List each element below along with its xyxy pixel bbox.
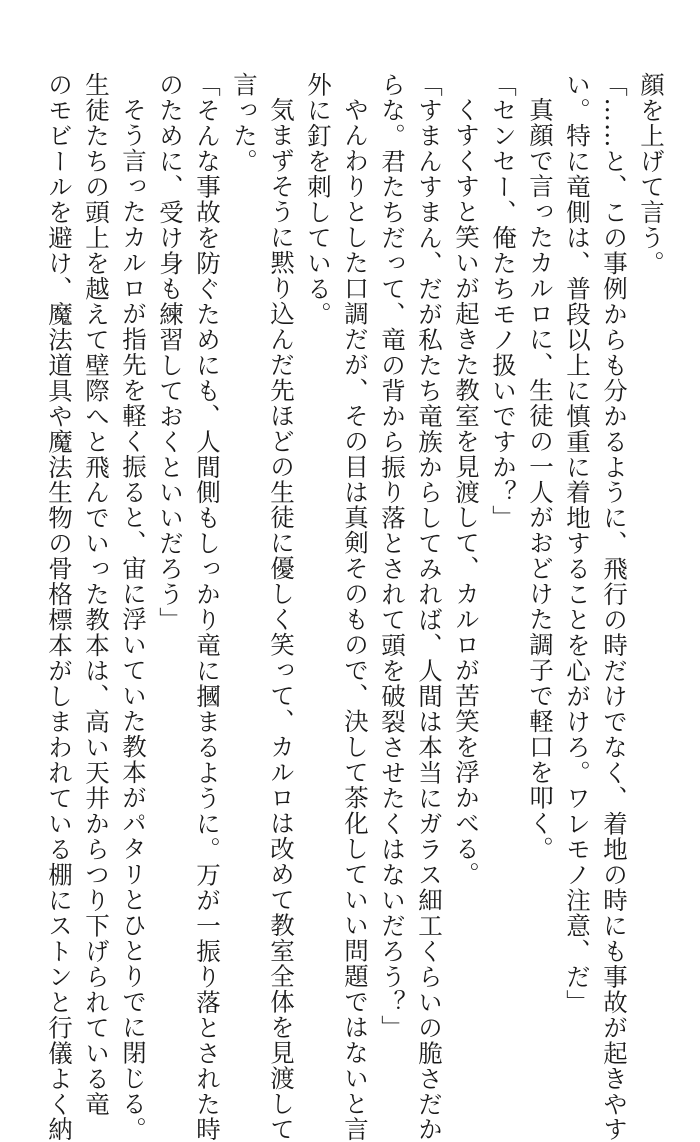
text-line: 「センセー、俺たちモノ扱いですか？」 (489, 72, 518, 531)
text-line: 「……と、この事例からも分かるように、飛行の時だけでなく、着地の時にも事故が起きやす (600, 72, 629, 1142)
text-line: 真顔で言ったカルロに、生徒の一人がおどけた調子で軽口を叩く。 (526, 96, 555, 861)
text-line: 「そんな事故を防ぐためにも、人間側もしっかり竜に摑まるように。万が一振り落とされた時 (193, 72, 222, 1142)
text-line: のモビールを避け、魔法道具や魔法生物の骨格標本がしまわれている棚にストンと行儀よく納 (45, 72, 74, 1142)
text-line: らな。君たちだって、竜の背から振り落とされて頭を破裂させたくはないだろう？」 (378, 72, 407, 1041)
text-line: 顔を上げて言う。 (637, 72, 666, 276)
text-line: くすくすと笑いが起きた教室を見渡して、カルロが苦笑を浮かべる。 (452, 96, 481, 887)
text-line: 生徒たちの頭上を越えて壁際へと飛んでいった教本は、高い天井からつり下げられている竜 (82, 72, 111, 1117)
vertical-text-body (41, 72, 670, 1142)
text-line: 気まずそうに黙り込んだ先ほどの生徒に優しく笑って、カルロは改めて教室全体を見渡して (267, 96, 296, 1142)
text-line: 「すまんすまん、だが私たち竜族からしてみれば、人間は本当にガラス細工くらいの脆さだか (415, 72, 444, 1142)
text-line: 言った。 (230, 72, 259, 174)
text-line: やんわりとした口調だが、その目は真剣そのもので、決して茶化していい問題ではないと言 (341, 96, 370, 1142)
text-line: のために、受け身も練習しておくといいだろう」 (156, 72, 185, 633)
text-line: そう言ったカルロが指先を軽く振ると、宙に浮いていた教本がパタリとひとりでに閉じる。 (119, 96, 148, 1142)
text-line: い。特に竜側は、普段以上に慎重に着地することを心がけろ。ワレモノ注意、だ」 (563, 72, 592, 1015)
text-line: 外に釘を刺している。 (304, 72, 333, 327)
